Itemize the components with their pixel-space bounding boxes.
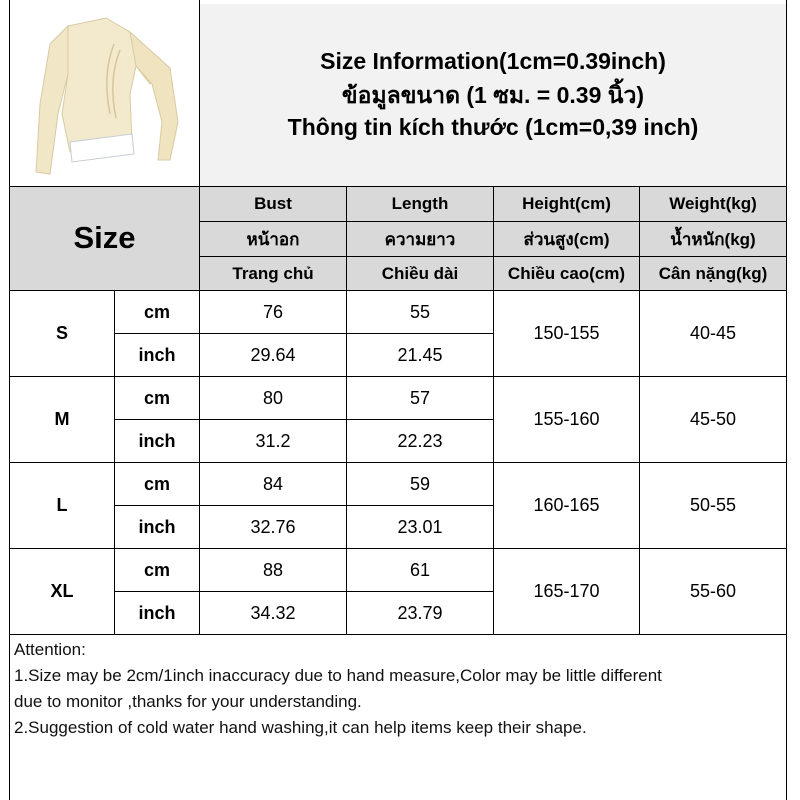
length-header-vi: Chiều dài <box>347 257 493 290</box>
bust-cm-value: 80 <box>200 377 346 419</box>
attention-note-2: 2.Suggestion of cold water hand washing,it can help items keep their shape. <box>14 718 587 737</box>
attention-note-1-line-1: 1.Size may be 2cm/1inch inaccuracy due to hand measure,Color may be little different <box>14 666 662 685</box>
grid-line <box>9 186 787 187</box>
grid-line <box>346 186 347 634</box>
bust-inch-value: 29.64 <box>200 334 346 376</box>
grid-line <box>114 419 494 420</box>
grid-line <box>639 186 640 634</box>
grid-line <box>9 462 787 463</box>
length-inch-value: 21.45 <box>347 334 493 376</box>
bust-header-en: Bust <box>200 187 346 221</box>
table-border-left <box>9 0 10 800</box>
unit-cm-label: cm <box>115 549 199 591</box>
length-inch-value: 22.23 <box>347 420 493 462</box>
size-label: XL <box>10 549 114 634</box>
attention-notes <box>14 637 790 741</box>
bust-cm-value: 88 <box>200 549 346 591</box>
grid-line <box>9 376 787 377</box>
bust-header-vi: Trang chủ <box>200 257 346 290</box>
grid-line <box>199 0 200 634</box>
unit-inch-label: inch <box>115 506 199 548</box>
grid-line <box>114 333 494 334</box>
height-header-vi: Chiều cao(cm) <box>494 257 639 290</box>
grid-line <box>114 591 494 592</box>
off-shoulder-long-sleeve-top-icon <box>10 4 198 186</box>
bust-cm-value: 76 <box>200 291 346 333</box>
bust-header-th: หน้าอก <box>200 222 346 256</box>
height-header-th: ส่วนสูง(cm) <box>494 222 639 256</box>
bust-cm-value: 84 <box>200 463 346 505</box>
weight-range-value: 45-50 <box>640 377 786 462</box>
product-photo <box>10 4 198 186</box>
length-header-th: ความยาว <box>347 222 493 256</box>
attention-title: Attention: <box>14 640 86 659</box>
bust-inch-value: 34.32 <box>200 592 346 634</box>
grid-line <box>9 634 787 635</box>
bust-inch-value: 31.2 <box>200 420 346 462</box>
length-header-en: Length <box>347 187 493 221</box>
weight-header-vi: Cân nặng(kg) <box>640 257 786 290</box>
grid-line <box>199 256 787 257</box>
size-label: S <box>10 291 114 376</box>
grid-line <box>493 186 494 634</box>
unit-inch-label: inch <box>115 334 199 376</box>
size-label: L <box>10 463 114 548</box>
attention-note-1-line-2: due to monitor ,thanks for your understanding. <box>14 692 362 711</box>
length-inch-value: 23.79 <box>347 592 493 634</box>
height-range-value: 150-155 <box>494 291 639 376</box>
weight-header-en: Weight(kg) <box>640 187 786 221</box>
grid-line <box>114 505 494 506</box>
size-label: M <box>10 377 114 462</box>
length-cm-value: 59 <box>347 463 493 505</box>
length-cm-value: 55 <box>347 291 493 333</box>
header-title-thai: ข้อมูลขนาด (1 ซม. = 0.39 นิ้ว) <box>341 82 645 108</box>
bust-inch-value: 32.76 <box>200 506 346 548</box>
grid-line <box>9 290 787 291</box>
header-title-vietnamese: Thông tin kích thước (1cm=0,39 inch) <box>287 114 699 140</box>
unit-inch-label: inch <box>115 592 199 634</box>
weight-range-value: 40-45 <box>640 291 786 376</box>
grid-line <box>9 548 787 549</box>
length-cm-value: 61 <box>347 549 493 591</box>
header-title-english: Size Information(1cm=0.39inch) <box>320 48 666 74</box>
unit-cm-label: cm <box>115 291 199 333</box>
weight-range-value: 50-55 <box>640 463 786 548</box>
height-range-value: 155-160 <box>494 377 639 462</box>
unit-inch-label: inch <box>115 420 199 462</box>
size-column-title: Size <box>10 186 199 290</box>
grid-line <box>199 221 787 222</box>
height-range-value: 160-165 <box>494 463 639 548</box>
weight-header-th: น้ำหนัก(kg) <box>640 222 786 256</box>
length-inch-value: 23.01 <box>347 506 493 548</box>
unit-cm-label: cm <box>115 377 199 419</box>
length-cm-value: 57 <box>347 377 493 419</box>
unit-cm-label: cm <box>115 463 199 505</box>
height-header-en: Height(cm) <box>494 187 639 221</box>
height-range-value: 165-170 <box>494 549 639 634</box>
weight-range-value: 55-60 <box>640 549 786 634</box>
